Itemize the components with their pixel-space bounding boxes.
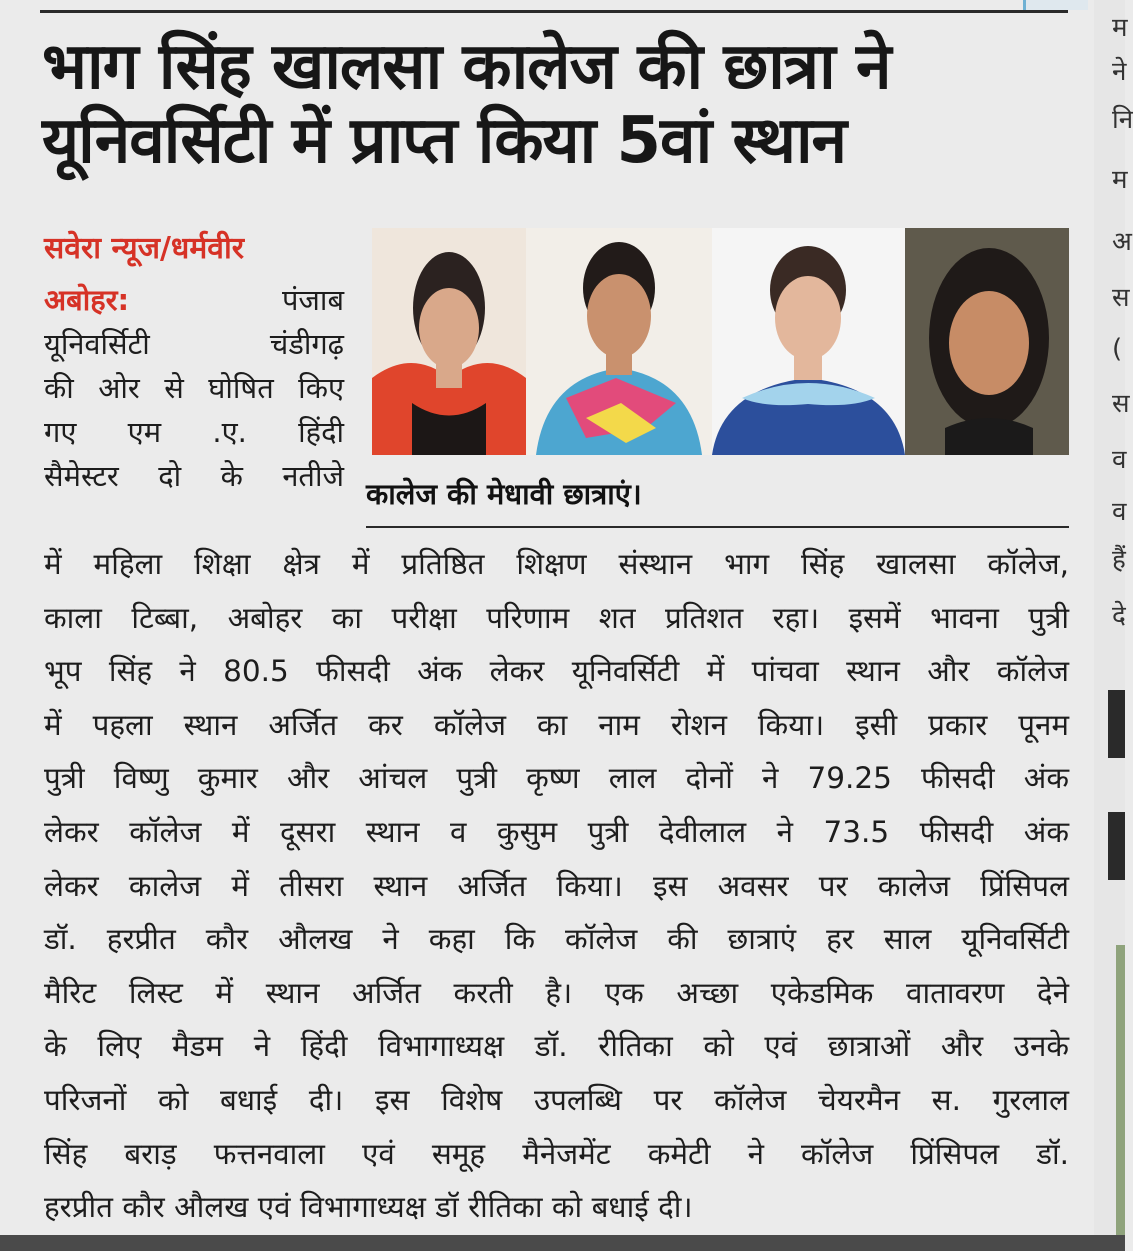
adjacent-char: व (1112, 497, 1127, 527)
student-photo-2 (526, 228, 712, 455)
student-photo-3 (712, 228, 905, 455)
body-line: सिंह बराड़ फत्तनवाला एवं समूह मैनेजमेंट कमेटी ने कॉलेज प्रिंसिपल डॉ. (44, 1136, 1069, 1171)
intro-line: यूनिवर्सिटी चंडीगढ़ (44, 327, 344, 361)
intro-line: की ओर से घोषित किए (44, 371, 344, 405)
body-line: लेकर कालेज में तीसरा स्थान अर्जित किया। इस अवसर पर कालेज प्रिंसिपल (44, 868, 1069, 903)
headline-line-1: भाग सिंह खालसा कालेज की छात्रा ने (42, 30, 891, 104)
body-line: के लिए मैडम ने हिंदी विभागाध्यक्ष डॉ. रीतिका को एवं छात्राओं और उनके (44, 1029, 1069, 1064)
article-body (44, 538, 1069, 1235)
body-line: मैरिट लिस्ट में स्थान अर्जित करती है। एक अच्छा एकेडमिक वातावरण देने (44, 975, 1069, 1010)
body-line: भूप सिंह ने 80.5 फीसदी अंक लेकर यूनिवर्सिटी में पांचवा स्थान और कॉलेज (44, 654, 1069, 689)
adjacent-char: ( (1112, 334, 1123, 364)
adjacent-char: हैं (1112, 545, 1126, 575)
adjacent-char: अ (1112, 227, 1132, 257)
student-photo-4 (905, 228, 1069, 455)
body-line: डॉ. हरप्रीत कौर औलख ने कहा कि कॉलेज की छात्राएं हर साल यूनिवर्सिटी (44, 922, 1069, 957)
dateline: अबोहर: (44, 283, 130, 317)
body-line: पुत्री विष्णु कुमार और आंचल पुत्री कृष्ण लाल दोनों ने 79.25 फीसदी अंक (44, 761, 1069, 796)
adjacent-char: दे (1112, 601, 1126, 631)
adjacent-char: व (1112, 445, 1127, 475)
caption-divider (366, 526, 1069, 528)
photo-caption: कालेज की मेधावी छात्राएं। (366, 477, 642, 511)
top-tab-fragment (1023, 0, 1088, 10)
headline (42, 30, 1052, 178)
adjacent-photo-fragment (1116, 945, 1125, 1235)
bottom-bar (0, 1235, 1125, 1251)
adjacent-char: नि (1112, 105, 1133, 135)
body-line: में महिला शिक्षा क्षेत्र में प्रतिष्ठित शिक्षण संस्थान भाग सिंह खालसा कॉलेज, (44, 547, 1069, 581)
intro-column (44, 278, 344, 498)
body-line: परिजनों को बधाई दी। इस विशेष उपलब्धि पर कॉलेज चेयरमैन स. गुरलाल (44, 1082, 1069, 1117)
body-line: लेकर कॉलेज में दूसरा स्थान व कुसुम पुत्री देवीलाल ने 73.5 फीसदी अंक (44, 814, 1069, 849)
body-line: हरप्रीत कौर औलख एवं विभागाध्यक्ष डॉ रीतिका को बधाई दी। (44, 1190, 693, 1225)
student-photo-1 (372, 228, 526, 455)
adjacent-char: स (1112, 283, 1130, 313)
intro-first-line (44, 278, 344, 322)
headline-line-2: यूनिवर्सिटी में प्राप्त किया 5वां स्थान (42, 104, 847, 178)
adjacent-char: स (1112, 389, 1130, 419)
adjacent-char: ने (1112, 57, 1127, 87)
adjacent-heading-fragment (1108, 812, 1125, 880)
body-line: काला टिब्बा, अबोहर का परीक्षा परिणाम शत प्रतिशत रहा। इसमें भावना पुत्री (44, 600, 1069, 635)
adjacent-heading-fragment (1108, 690, 1125, 758)
student-photos (372, 228, 1069, 455)
adjacent-char: म (1112, 165, 1128, 195)
body-line: में पहला स्थान अर्जित कर कॉलेज का नाम रोशन किया। इसी प्रकार पूनम (44, 707, 1069, 742)
byline: सवेरा न्यूज/धर्मवीर (44, 231, 245, 266)
top-rule (40, 0, 1068, 13)
intro-line: सैमेस्टर दो के नतीजे (44, 459, 344, 493)
adjacent-char: म (1112, 13, 1128, 43)
intro-line: पंजाब (281, 283, 344, 317)
intro-line: गए एम .ए. हिंदी (44, 415, 344, 449)
